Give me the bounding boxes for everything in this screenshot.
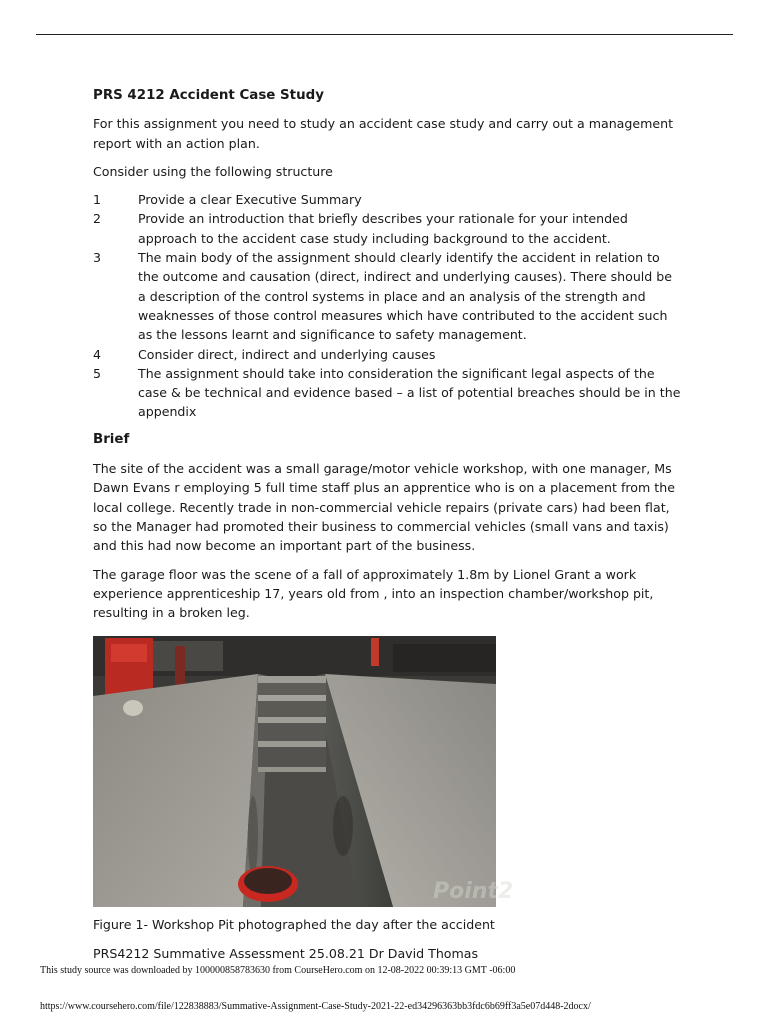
source-url: https://www.coursehero.com/file/122838883/Summative-Assignment-Case-Study-2021-22-ed34296363bb3fdc6b69ff3a5e07d448-2docx/ bbox=[40, 1001, 591, 1012]
list-item-text: Consider direct, indirect and underlying causes bbox=[138, 346, 436, 362]
list-item-number: 3 bbox=[93, 250, 102, 266]
brief-paragraph-1: The site of the accident was a small garage/motor vehicle workshop, with one manager, Ms Dawn Evans r employing 5 full time staff plus an apprentice who is on a placement from the local college. Recently trade in non-commercial vehicle repairs (private cars) had been flat, so the Manager had promoted their business to commercial vehicles (small vans and taxis) and this had now become an important part of the business. bbox=[93, 461, 675, 554]
list-item-number: 1 bbox=[93, 192, 102, 208]
photo-watermark: Point2 bbox=[433, 879, 514, 904]
list-item bbox=[93, 345, 683, 364]
list-item bbox=[93, 248, 683, 344]
structure-list bbox=[93, 190, 683, 422]
document-body bbox=[93, 86, 683, 631]
list-item-number: 5 bbox=[93, 365, 102, 381]
header-rule bbox=[36, 34, 733, 35]
list-item-number: 2 bbox=[93, 211, 102, 227]
list-item bbox=[93, 190, 683, 209]
list-item-number: 4 bbox=[93, 346, 102, 362]
structure-lead: Consider using the following structure bbox=[93, 163, 333, 179]
list-item-text: Provide a clear Executive Summary bbox=[138, 192, 362, 208]
list-item-text: The main body of the assignment should clearly identify the accident in relation to the outcome and causation (direct, indirect and underlying causes). There should be a description of the control systems in place and an analysis of the strength and weaknesses of those control measures which have contributed to the accident such as the lessons learnt and significance to safety management. bbox=[138, 250, 673, 343]
intro-paragraph: For this assignment you need to study an accident case study and carry out a management report with an action plan. bbox=[93, 116, 674, 151]
list-item bbox=[93, 364, 683, 422]
workshop-pit-photo bbox=[93, 636, 514, 907]
document-title: PRS 4212 Accident Case Study bbox=[93, 88, 324, 103]
download-source-note: This study source was downloaded by 100000858783630 from CourseHero.com on 12-08-2022 00:39:13 GMT -06:00 bbox=[40, 965, 516, 976]
brief-paragraph-2: The garage floor was the scene of a fall of approximately 1.8m by Lionel Grant a work experience apprenticeship 17, years old from , into an inspection chamber/workshop pit, resulting in a broken leg. bbox=[93, 566, 654, 621]
list-item bbox=[93, 209, 683, 248]
list-item-text: Provide an introduction that briefly describes your rationale for your intended approach to the accident case study including background to the accident. bbox=[138, 211, 628, 246]
brief-heading: Brief bbox=[93, 431, 130, 447]
document-footer: PRS4212 Summative Assessment 25.08.21 Dr David Thomas bbox=[93, 946, 479, 961]
list-item-text: The assignment should take into consideration the significant legal aspects of the case & be technical and evidence based – a list of potential breaches should be in the appendix bbox=[138, 365, 681, 420]
figure-caption: Figure 1- Workshop Pit photographed the day after the accident bbox=[93, 917, 495, 932]
